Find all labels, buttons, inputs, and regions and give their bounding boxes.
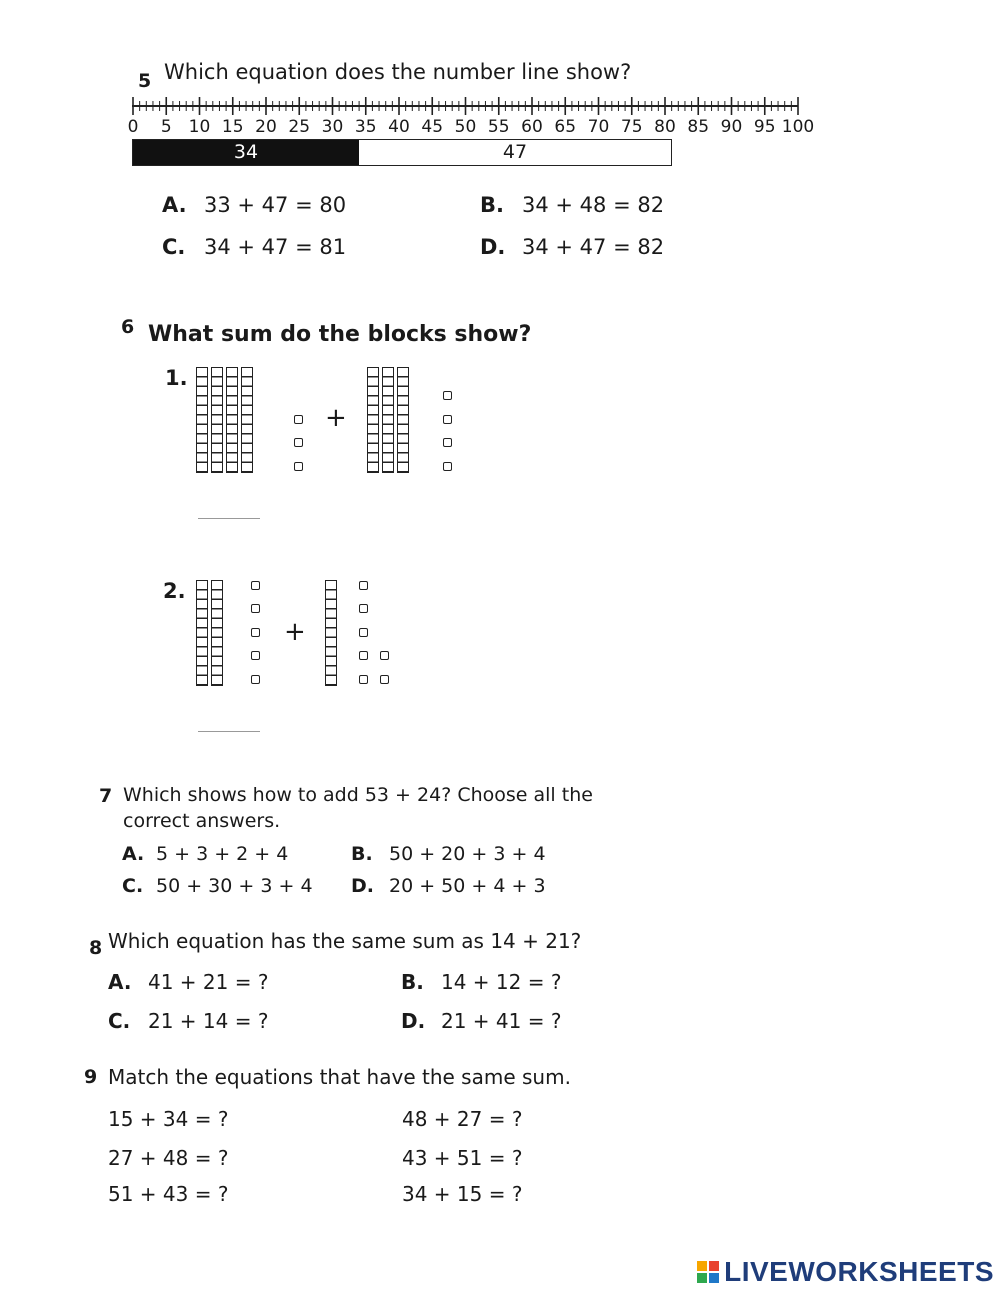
option-letter: D. bbox=[480, 235, 506, 259]
option-text: 21 + 41 = ? bbox=[441, 1009, 562, 1033]
question-number: 9 bbox=[84, 1066, 98, 1088]
option-letter: C. bbox=[108, 1009, 131, 1033]
one-cube bbox=[294, 462, 303, 471]
ten-rod bbox=[367, 367, 379, 473]
one-cube bbox=[359, 581, 368, 590]
bar-segment-47 bbox=[359, 140, 671, 165]
tick-label: 20 bbox=[255, 117, 277, 137]
one-cube bbox=[251, 651, 260, 660]
match-left-item[interactable]: 15 + 34 = ? bbox=[108, 1107, 229, 1131]
question-text: Which equation has the same sum as 14 + 21? bbox=[108, 929, 582, 953]
match-left-item[interactable]: 27 + 48 = ? bbox=[108, 1146, 229, 1170]
option-b[interactable] bbox=[480, 193, 664, 217]
ten-rod bbox=[211, 367, 223, 473]
option-c[interactable] bbox=[108, 1009, 268, 1033]
ten-rod bbox=[211, 580, 223, 686]
brand-text: LIVEWORKSHEETS bbox=[724, 1256, 995, 1287]
one-cube bbox=[359, 675, 368, 684]
tick-label: 100 bbox=[781, 117, 815, 137]
tick-label: 30 bbox=[321, 117, 344, 137]
question-number: 5 bbox=[138, 70, 152, 92]
tick-label: 85 bbox=[687, 117, 710, 137]
tick-label: 90 bbox=[720, 117, 743, 137]
number-line-ticks bbox=[133, 97, 798, 115]
one-cube bbox=[251, 628, 260, 637]
question-number: 7 bbox=[99, 785, 113, 807]
number-line bbox=[130, 95, 802, 117]
option-text: 20 + 50 + 4 + 3 bbox=[389, 875, 546, 897]
item-label: 2. bbox=[163, 579, 186, 603]
one-cube bbox=[251, 675, 260, 684]
ten-rod bbox=[397, 367, 409, 473]
ten-rod bbox=[196, 580, 208, 686]
one-cube bbox=[251, 604, 260, 613]
one-cube bbox=[294, 438, 303, 447]
option-letter: D. bbox=[401, 1009, 426, 1033]
tick-label: 45 bbox=[421, 117, 444, 137]
part-whole-bar bbox=[132, 139, 672, 166]
option-text: 34 + 48 = 82 bbox=[522, 193, 665, 217]
option-text: 34 + 47 = 82 bbox=[522, 235, 665, 259]
answer-line[interactable] bbox=[198, 518, 260, 519]
one-cube bbox=[251, 581, 260, 590]
one-cube bbox=[443, 438, 452, 447]
bar-label-second: 47 bbox=[502, 141, 528, 163]
question-text: Which shows how to add 53 + 24? Choose all the bbox=[123, 784, 593, 806]
option-b[interactable] bbox=[351, 843, 546, 865]
one-cube bbox=[294, 415, 303, 424]
bar-segment-34 bbox=[133, 140, 359, 165]
ten-rod bbox=[226, 367, 238, 473]
question-text: Which equation does the number line show? bbox=[164, 60, 632, 84]
match-right-item[interactable]: 34 + 15 = ? bbox=[402, 1182, 523, 1206]
option-letter: D. bbox=[351, 875, 374, 897]
option-d[interactable] bbox=[480, 235, 664, 259]
option-letter: B. bbox=[351, 843, 373, 865]
option-b[interactable] bbox=[401, 970, 561, 994]
option-a[interactable] bbox=[108, 970, 268, 994]
tick-label: 0 bbox=[127, 117, 139, 137]
tick-label: 35 bbox=[354, 117, 377, 137]
match-right-item[interactable]: 43 + 51 = ? bbox=[402, 1146, 523, 1170]
option-text: 33 + 47 = 80 bbox=[204, 193, 347, 217]
one-cube bbox=[359, 604, 368, 613]
option-text: 50 + 20 + 3 + 4 bbox=[389, 843, 546, 865]
option-c[interactable] bbox=[122, 875, 313, 897]
tick-label: 80 bbox=[654, 117, 676, 137]
option-text: 50 + 30 + 3 + 4 bbox=[156, 875, 313, 897]
option-text: 14 + 12 = ? bbox=[441, 970, 562, 994]
liveworksheets-logo bbox=[697, 1256, 994, 1288]
tick-label: 95 bbox=[753, 117, 776, 137]
one-cube bbox=[380, 651, 389, 660]
tick-label: 70 bbox=[587, 117, 610, 137]
question-number: 6 bbox=[121, 316, 135, 338]
tick-label: 65 bbox=[554, 117, 577, 137]
tick-label: 55 bbox=[487, 117, 510, 137]
ten-rod bbox=[241, 367, 253, 473]
option-a[interactable] bbox=[162, 193, 346, 217]
match-left-item[interactable]: 51 + 43 = ? bbox=[108, 1182, 229, 1206]
option-d[interactable] bbox=[401, 1009, 561, 1033]
one-cube bbox=[443, 462, 452, 471]
one-cube bbox=[359, 628, 368, 637]
question-text: What sum do the blocks show? bbox=[148, 322, 532, 347]
tick-label: 75 bbox=[620, 117, 643, 137]
option-letter: B. bbox=[401, 970, 424, 994]
bar-label-first: 34 bbox=[233, 141, 259, 163]
option-text: 5 + 3 + 2 + 4 bbox=[156, 843, 289, 865]
match-right-item[interactable]: 48 + 27 = ? bbox=[402, 1107, 523, 1131]
option-text: 21 + 14 = ? bbox=[148, 1009, 269, 1033]
option-letter: A. bbox=[108, 970, 132, 994]
ten-rod bbox=[325, 580, 337, 686]
tick-label: 15 bbox=[221, 117, 244, 137]
ten-rod bbox=[196, 367, 208, 473]
option-c[interactable] bbox=[162, 235, 346, 259]
option-letter: A. bbox=[162, 193, 187, 217]
question-text-continued: correct answers. bbox=[123, 810, 281, 832]
plus-sign: + bbox=[284, 617, 306, 647]
option-d[interactable] bbox=[351, 875, 546, 897]
one-cube bbox=[380, 675, 389, 684]
option-text: 34 + 47 = 81 bbox=[204, 235, 347, 259]
option-letter: A. bbox=[122, 843, 145, 865]
answer-line[interactable] bbox=[198, 731, 260, 732]
tick-label: 60 bbox=[521, 117, 543, 137]
ten-rod bbox=[382, 367, 394, 473]
option-letter: C. bbox=[122, 875, 144, 897]
option-a[interactable] bbox=[122, 843, 288, 865]
tick-label: 40 bbox=[388, 117, 410, 137]
item-label: 1. bbox=[165, 366, 188, 390]
one-cube bbox=[443, 415, 452, 424]
brand-icon bbox=[697, 1261, 719, 1283]
question-number: 8 bbox=[89, 937, 103, 959]
plus-sign: + bbox=[325, 403, 347, 433]
option-letter: C. bbox=[162, 235, 186, 259]
one-cube bbox=[359, 651, 368, 660]
option-text: 41 + 21 = ? bbox=[148, 970, 269, 994]
tick-label: 25 bbox=[288, 117, 311, 137]
tick-label: 5 bbox=[160, 117, 172, 137]
tick-label: 50 bbox=[454, 117, 477, 137]
option-letter: B. bbox=[480, 193, 504, 217]
one-cube bbox=[443, 391, 452, 400]
question-text: Match the equations that have the same sum. bbox=[108, 1065, 571, 1089]
tick-label: 10 bbox=[188, 117, 211, 137]
